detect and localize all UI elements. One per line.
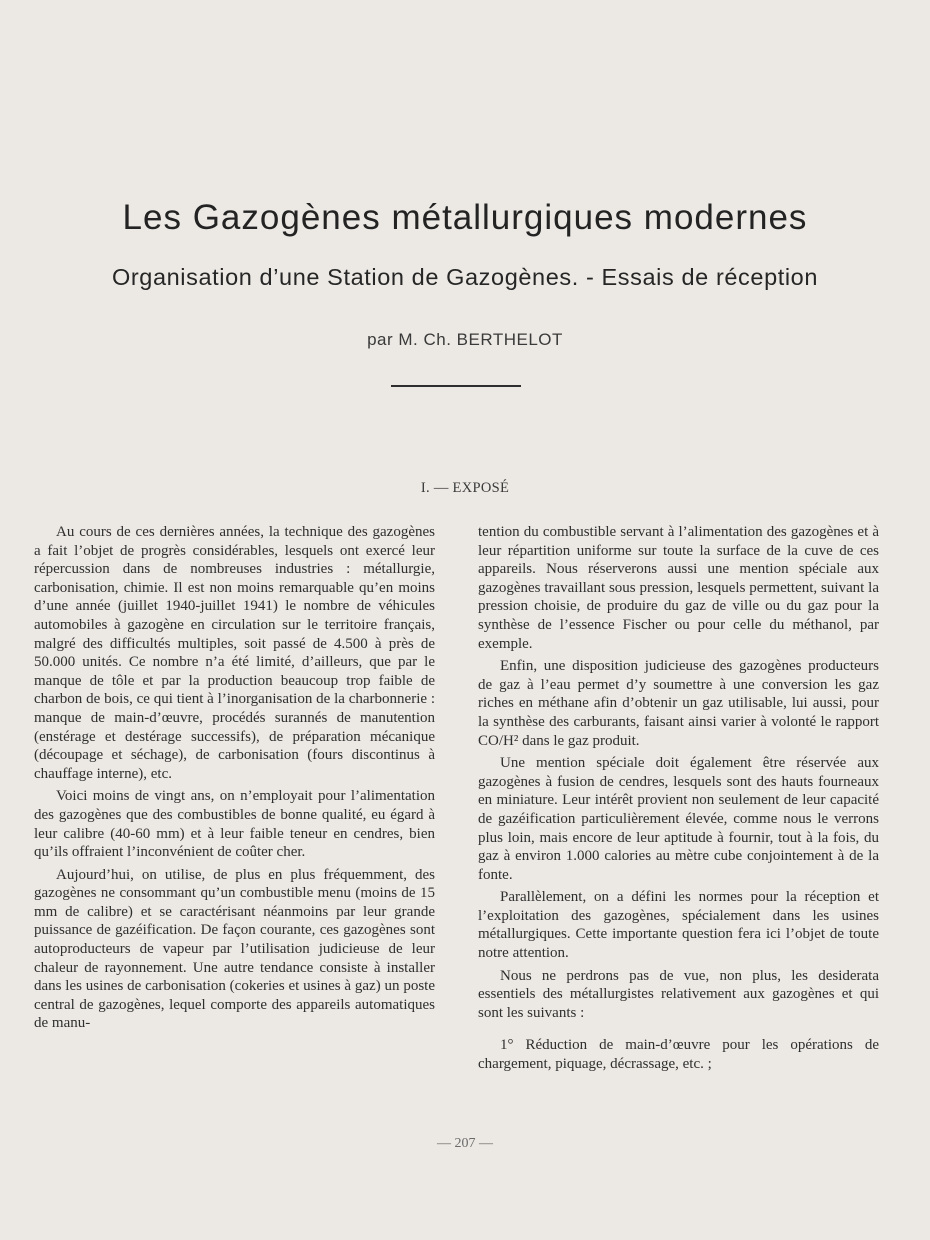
article-subtitle: Organisation d’une Station de Gazogènes. - Essais de réception [111,264,819,290]
page-number: — 207 — [437,1136,493,1151]
title-divider [391,385,521,387]
paragraph: Voici moins de vingt ans, on n’employait pour l’alimentation des gazogènes que des combustibles de bonne qualité, eu égard à leur calibre (40-60 mm) et à leur faible teneur en cendres, bien qu’ils offraient l’inconvénient de coûter cher. [34,788,435,861]
paragraph: Parallèlement, on a défini les normes pour la réception et l’exploitation des gazogènes, spécialement dans les usines métallurgiques. Cette importante question fera ici l’objet de toute notre attention. [478,889,879,962]
paragraph: Aujourd’hui, on utilise, de plus en plus fréquemment, des gazogènes ne consommant qu’un combustible menu (moins de 15 mm de calibre) et se caractérisant néanmoins par leur grande puissance de gazéification. De façon courante, ces gazogènes sont autoproducteurs de vapeur par l’utilisation judicieuse de leur chaleur de rayonnement. Une autre tendance consiste à installer dans les usines de carbonisation (cokeries et usines à gaz) un poste central de gazogènes, lequel comporte des appareils automatiques de manu- [34,866,435,1032]
list-item: 1° Réduction de main-d’œuvre pour les opérations de chargement, piquage, décrassage, etc. ; [478,1037,879,1073]
right-column [478,523,879,1078]
paragraph: tention du combustible servant à l’alimentation des gazogènes et à leur répartition uniforme sur toute la surface de la cuve de ces appareils. Nous réserverons aussi une mention spéciale aux gazogènes travaillant sous pression, lesquels permettent, suivant la pression choisie, de produire du gaz de ville ou du gaz pour la synthèse de l’essence Fischer ou pour celle du méthanol, par exemple. [478,524,879,652]
author-line: par M. Ch. BERTHELOT [367,330,563,349]
left-column [34,523,435,1037]
paragraph: Enfin, une disposition judicieuse des gazogènes producteurs de gaz à l’eau permet d’y soumettre à une conversion les gaz riches en méthane afin d’obtenir un gaz utilisable, lui aussi, pour la synthèse des carburants, faisant ainsi varier à volonté le rapport CO/H² dans le gaz produit. [478,658,879,749]
paragraph: Nous ne perdrons pas de vue, non plus, les desiderata essentiels des métallurgistes relativement aux gazogènes et qui sont les suivants : [478,967,879,1021]
section-heading: I. — EXPOSÉ [420,480,510,496]
paragraph: Au cours de ces dernières années, la technique des gazogènes a fait l’objet de progrès considérables, lesquels ont exercé leur répercussion dans de nombreuses industries : métallurgie, carbonisation, chimie. Il est non moins remarquable qu’en moins d’une année (juillet 1940-juillet 1941) le nombre de véhicules automobiles à gazogène en circulation sur le territoire français, malgré des difficultés multiples, soit passé de 4.500 à près de 50.000 unités. Ce nombre n’a été limité, d’ailleurs, que par le manque de tôle et par la production beaucoup trop faible de charbon de bois, ce qui tient à l’inorganisation de la charbonnerie : manque de main-d’œuvre, procédés surannés de manutention (enstérage et destérage successifs), de préparation mécanique (découpage et séchage), de carbonisation (fours discontinus à chauffage interne), etc. [34,524,435,782]
article-title: Les Gazogènes métallurgiques modernes [122,198,808,237]
paragraph: Une mention spéciale doit également être réservée aux gazogènes à fusion de cendres, lesquels sont des hauts fourneaux en miniature. Leur intérêt provient non seulement de leur capacité de gazéification particulièrement élevée, comme nous le verrons plus loin, mais encore de leur aptitude à fournir, tout à la fois, du gaz à environ 1.000 calories au mètre cube conjointement à de la fonte. [478,755,879,883]
